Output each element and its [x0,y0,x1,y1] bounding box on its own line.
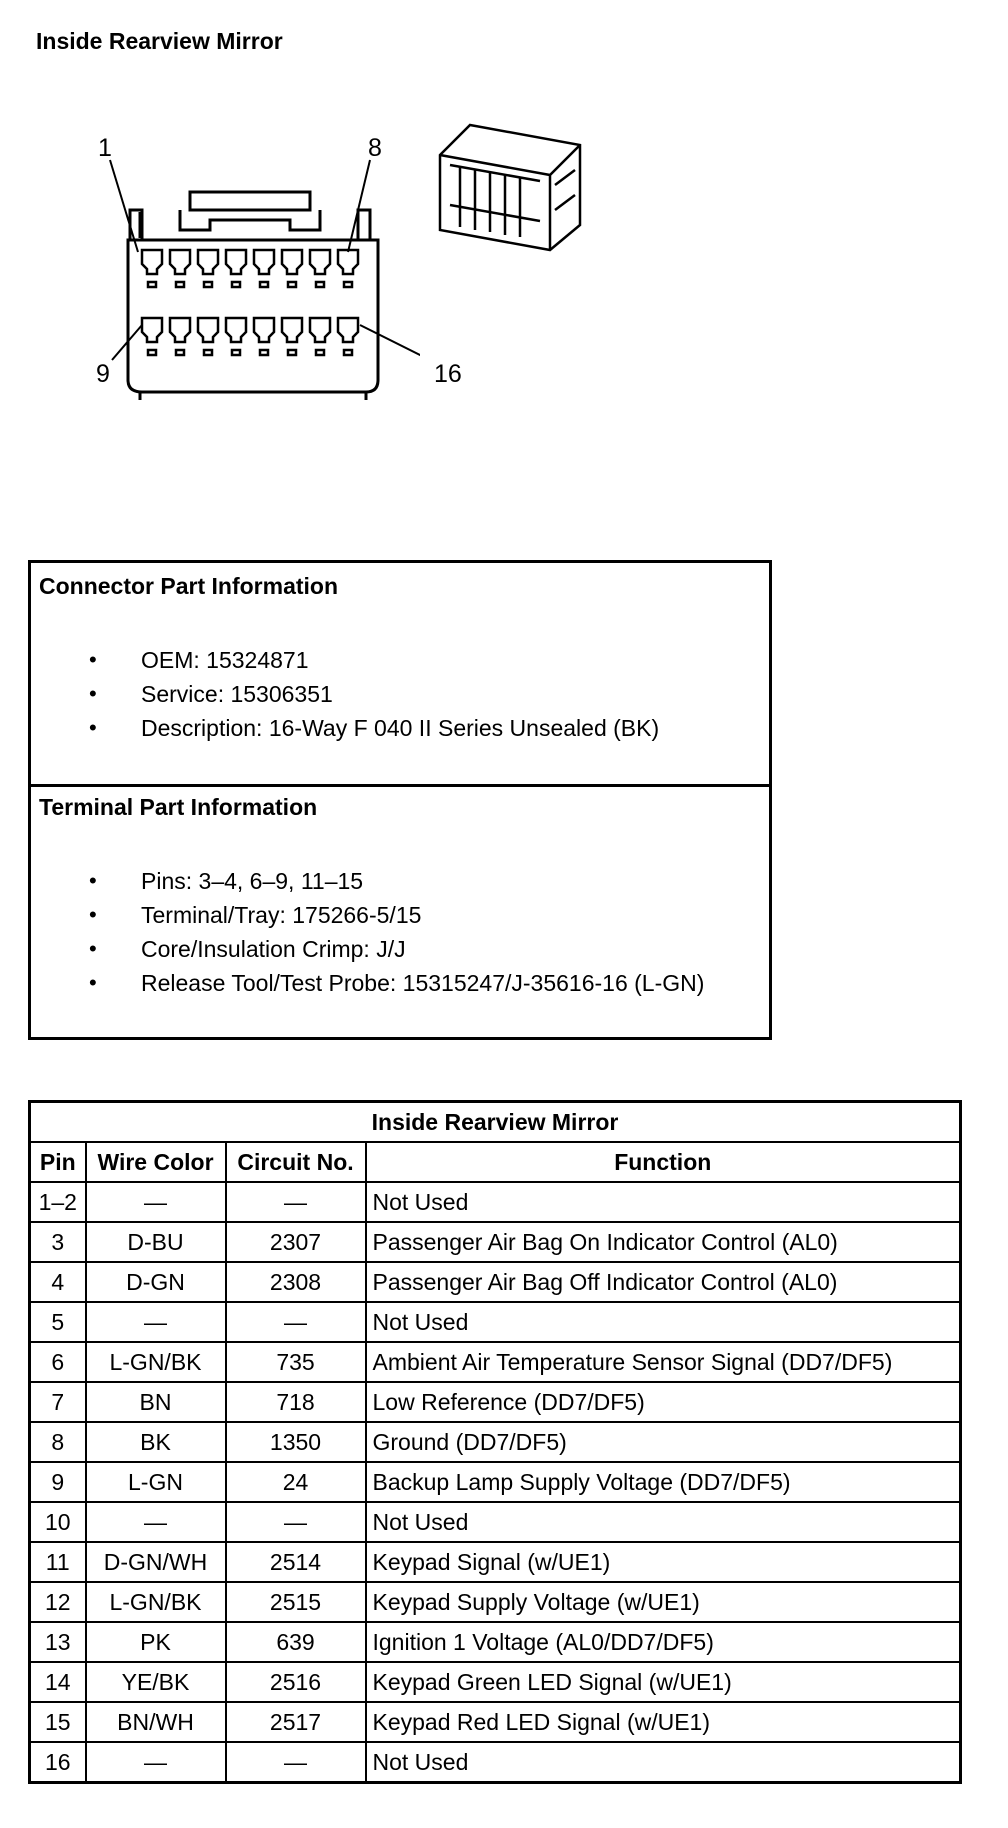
cell-wire-color: L-GN/BK [86,1582,226,1622]
cavity-lock [344,350,352,355]
table-row [30,1302,961,1342]
connector-cavity [282,318,302,342]
cell-circuit-no: 718 [226,1382,366,1422]
cell-function: Keypad Signal (w/UE1) [366,1542,961,1582]
cavity-lock [148,350,156,355]
cavity-lock [344,282,352,287]
header-pin: Pin [30,1142,86,1182]
cell-wire-color: — [86,1502,226,1542]
cavity-lock [260,350,268,355]
cell-function: Backup Lamp Supply Voltage (DD7/DF5) [366,1462,961,1502]
connector-part-item: • Description: 16-Way F 040 II Series Unsealed (BK) [31,711,659,745]
connector-part-item: • OEM: 15324871 [31,643,659,677]
cell-pin: 10 [30,1502,86,1542]
cell-circuit-no: — [226,1182,366,1222]
connector-cavity [226,318,246,342]
cell-circuit-no: 735 [226,1342,366,1382]
table-row [30,1262,961,1302]
table-row [30,1742,961,1783]
cavity-lock [176,350,184,355]
cell-function: Ignition 1 Voltage (AL0/DD7/DF5) [366,1622,961,1662]
connector-cavity [142,318,162,342]
cell-wire-color: BN/WH [86,1702,226,1742]
cell-circuit-no: 2516 [226,1662,366,1702]
connector-cavity [282,250,302,274]
cell-wire-color: — [86,1302,226,1342]
cell-pin: 8 [30,1422,86,1462]
cell-function: Keypad Red LED Signal (w/UE1) [366,1702,961,1742]
table-row [30,1382,961,1422]
pin-table-body [30,1182,961,1783]
connector-isometric-image [430,115,600,255]
cavity-lock [204,282,212,287]
cell-pin: 12 [30,1582,86,1622]
connector-part-item: • Service: 15306351 [31,677,659,711]
part-info-box [28,560,772,1040]
cell-circuit-no: 2517 [226,1702,366,1742]
connector-cavity [310,318,330,342]
cell-circuit-no: 2515 [226,1582,366,1622]
connector-cavity [170,250,190,274]
connector-cavity [310,250,330,274]
cell-wire-color: D-GN [86,1262,226,1302]
connector-part-info [31,563,769,787]
cell-function: Not Used [366,1182,961,1222]
cavity-lock [232,350,240,355]
cell-pin: 15 [30,1702,86,1742]
connector-cavity [198,250,218,274]
terminal-part-item: • Terminal/Tray: 175266-5/15 [31,898,704,932]
table-row [30,1542,961,1582]
terminal-part-item: • Release Tool/Test Probe: 15315247/J-35616-16 (L-GN) [31,966,704,1000]
pin-label-8: 8 [368,134,382,162]
cell-circuit-no: 2307 [226,1222,366,1262]
cell-wire-color: D-GN/WH [86,1542,226,1582]
cell-wire-color: L-GN [86,1462,226,1502]
header-circuit-no: Circuit No. [226,1142,366,1182]
cell-function: Passenger Air Bag On Indicator Control (AL0) [366,1222,961,1262]
cell-circuit-no: 1350 [226,1422,366,1462]
pin-label-16: 16 [434,360,462,388]
cell-function: Not Used [366,1502,961,1542]
cavity-lock [176,282,184,287]
cell-pin: 11 [30,1542,86,1582]
cell-function: Low Reference (DD7/DF5) [366,1382,961,1422]
cell-wire-color: D-BU [86,1222,226,1262]
cell-wire-color: BK [86,1422,226,1462]
cavity-lock [316,350,324,355]
header-wire-color: Wire Color [86,1142,226,1182]
terminal-part-item: • Pins: 3–4, 6–9, 11–15 [31,864,704,898]
cell-function: Not Used [366,1302,961,1342]
cell-pin: 13 [30,1622,86,1662]
terminal-part-item: • Core/Insulation Crimp: J/J [31,932,704,966]
terminal-part-info-heading: Terminal Part Information [39,794,318,820]
table-row [30,1502,961,1542]
cavity-lock [204,350,212,355]
table-row [30,1582,961,1622]
cell-pin: 1–2 [30,1182,86,1222]
table-row [30,1182,961,1222]
cell-circuit-no: 2514 [226,1542,366,1582]
connector-cavity [142,250,162,274]
connector-face-diagram [80,130,420,400]
cell-pin: 3 [30,1222,86,1262]
cavity-lock [148,282,156,287]
connector-cavity [226,250,246,274]
cell-pin: 16 [30,1742,86,1783]
cell-wire-color: PK [86,1622,226,1662]
cell-pin: 14 [30,1662,86,1702]
table-row [30,1702,961,1742]
cavity-lock [260,282,268,287]
header-function: Function [366,1142,961,1182]
cell-circuit-no: — [226,1502,366,1542]
table-row [30,1222,961,1262]
cell-circuit-no: 2308 [226,1262,366,1302]
cell-wire-color: — [86,1742,226,1783]
cell-function: Keypad Green LED Signal (w/UE1) [366,1662,961,1702]
table-row [30,1462,961,1502]
connector-cavity [170,318,190,342]
cell-wire-color: L-GN/BK [86,1342,226,1382]
page-title: Inside Rearview Mirror [36,28,283,54]
cavity-lock [232,282,240,287]
cell-pin: 5 [30,1302,86,1342]
cell-pin: 6 [30,1342,86,1382]
terminal-part-info [31,784,769,1037]
cell-circuit-no: — [226,1302,366,1342]
pin-table [28,1100,962,1784]
pin-label-1: 1 [98,134,112,162]
connector-part-info-heading: Connector Part Information [39,573,339,599]
cell-circuit-no: — [226,1742,366,1783]
cell-function: Passenger Air Bag Off Indicator Control (AL0) [366,1262,961,1302]
cell-wire-color: — [86,1182,226,1222]
cavity-lock [288,282,296,287]
cell-wire-color: BN [86,1382,226,1422]
pin-table-caption: Inside Rearview Mirror [30,1102,961,1143]
cell-circuit-no: 24 [226,1462,366,1502]
cavity-lock [316,282,324,287]
connector-cavity [254,318,274,342]
cavity-lock [288,350,296,355]
cell-circuit-no: 639 [226,1622,366,1662]
connector-cavity [338,250,358,274]
cell-function: Ground (DD7/DF5) [366,1422,961,1462]
table-row [30,1342,961,1382]
table-row [30,1422,961,1462]
cell-pin: 7 [30,1382,86,1422]
cell-pin: 9 [30,1462,86,1502]
cell-pin: 4 [30,1262,86,1302]
table-row [30,1622,961,1662]
pin-label-9: 9 [96,360,110,388]
connector-cavity [198,318,218,342]
table-row [30,1662,961,1702]
cell-function: Not Used [366,1742,961,1783]
connector-cavity [254,250,274,274]
cell-wire-color: YE/BK [86,1662,226,1702]
connector-cavity [338,318,358,342]
cell-function: Ambient Air Temperature Sensor Signal (DD7/DF5) [366,1342,961,1382]
cell-function: Keypad Supply Voltage (w/UE1) [366,1582,961,1622]
